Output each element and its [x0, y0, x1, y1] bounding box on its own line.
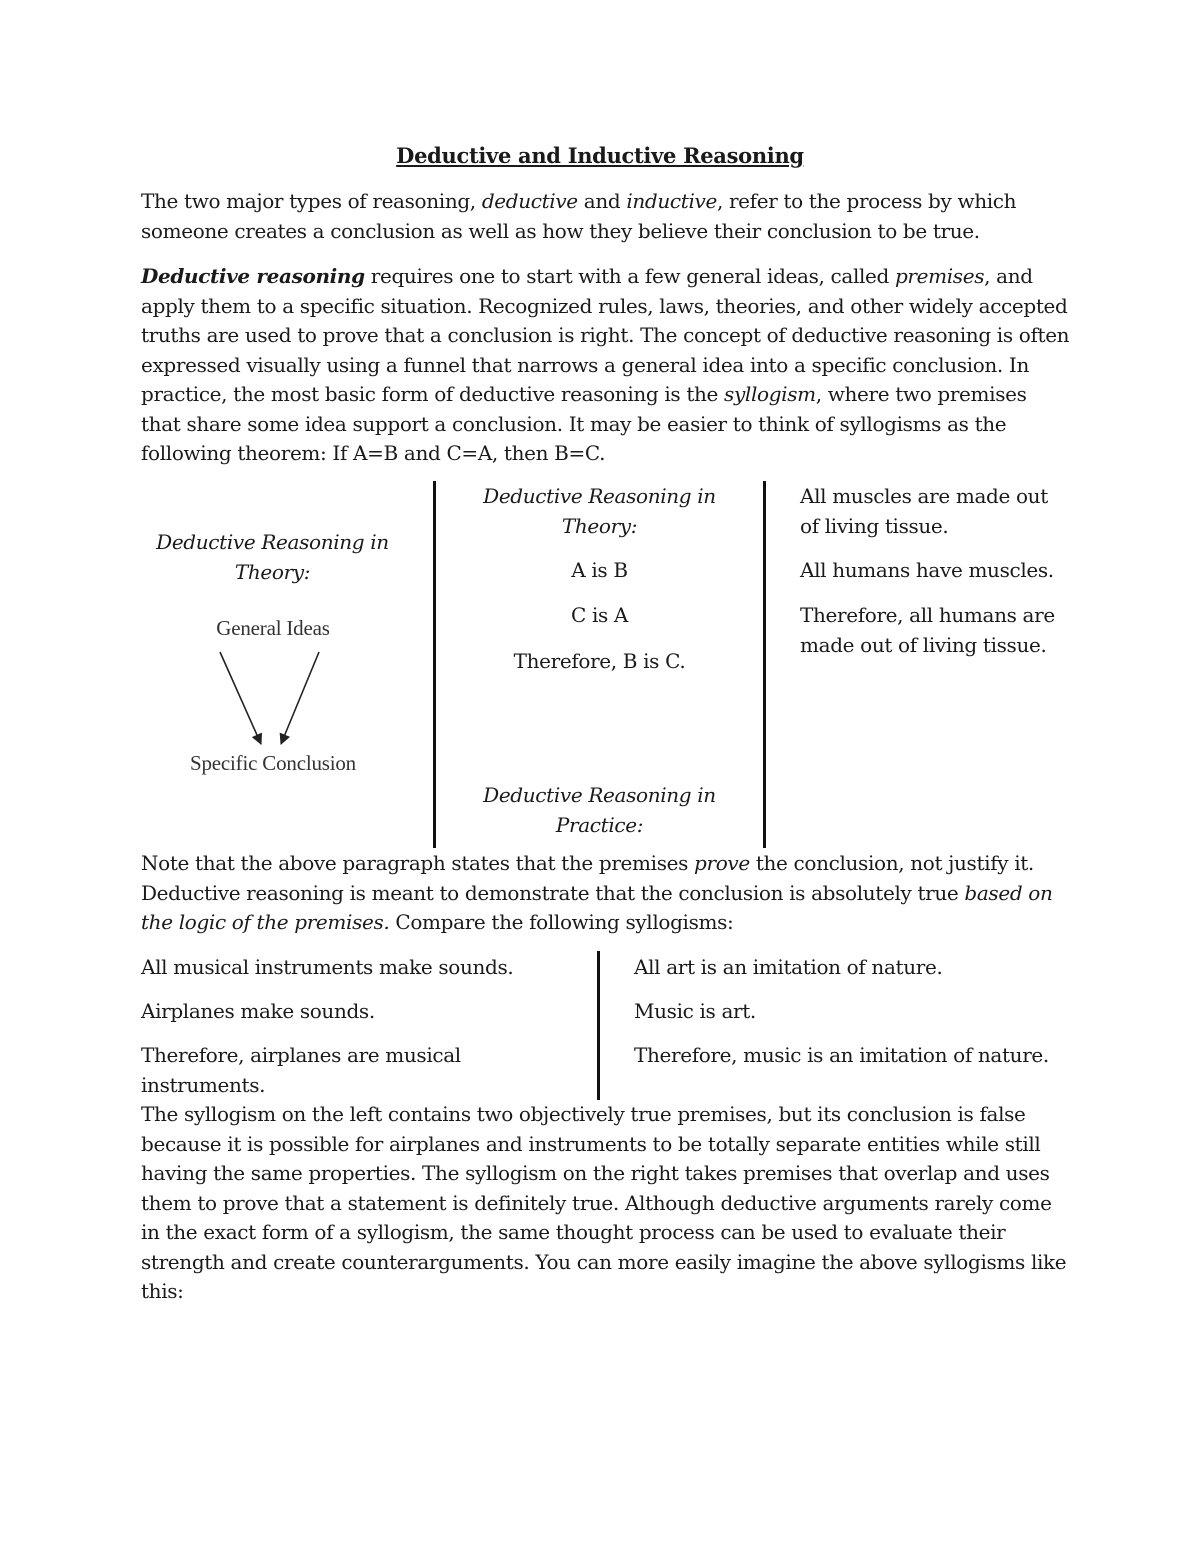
funnel-diagram [165, 610, 395, 780]
note-text-1: Note that the above paragraph states that the premises [141, 851, 695, 875]
intro-text-3: , refer to the process by which someone creates a conclusion as well as how they believe their conclusion to be true. [141, 189, 1017, 243]
right-line-1: All muscles are made out of living tissue. [800, 484, 1048, 538]
middle-caption-bottom-text: Deductive Reasoning in Practice: [483, 783, 716, 837]
intro-text-1: The two major types of reasoning, [141, 189, 482, 213]
middle-caption-top-text: Deductive Reasoning in Theory: [483, 484, 716, 538]
syllogism-left-1: All musical instruments make sounds. [141, 955, 514, 979]
deductive-italic-premises: premises [894, 264, 985, 288]
middle-line-3: Therefore, B is C. [513, 649, 686, 673]
middle-line-2: C is A [570, 603, 629, 627]
intro-text-2: and [577, 189, 627, 213]
middle-caption-top [472, 482, 727, 541]
deductive-text-1: requires one to start with a few general ideas, called [364, 264, 895, 288]
left-caption [150, 528, 395, 587]
note-text-3: Compare the following syllogisms: [389, 910, 734, 934]
diagram-arrow-right [281, 652, 319, 744]
intro-paragraph [141, 187, 1071, 246]
column-divider-right [763, 481, 766, 848]
syllogism-right-1: All art is an imitation of nature. [634, 955, 943, 979]
note-text-2: the conclusion, not justify it. Deductive reasoning is meant to demonstrate that the conclusion is absolutely true [141, 851, 1034, 905]
deductive-text-2: , and apply them to a specific situation. Recognized rules, laws, theories, and other widely accepted truths are used to prove that a conclusion is right. The concept of deductive reasoning is often expressed visually using a funnel that narrows a general idea into a specific conclusion. In practice, the most basic form of deductive reasoning is the [141, 264, 1070, 406]
syllogism-divider [597, 951, 600, 1100]
syllogism-left-2: Airplanes make sounds. [141, 999, 375, 1023]
right-line-2: All humans have muscles. [800, 558, 1054, 582]
middle-line-1: A is B [571, 558, 628, 582]
syllogism-right-3: Therefore, music is an imitation of nature. [634, 1043, 1049, 1067]
deductive-text-3: , where two premises that share some idea support a conclusion. It may be easier to think of syllogisms as the following theorem: If A=B and C=A, then B=C. [141, 382, 1027, 465]
intro-italic-inductive: inductive [626, 189, 717, 213]
deductive-term: Deductive reasoning [141, 264, 365, 288]
right-line-3: Therefore, all humans are made out of living tissue. [800, 603, 1055, 657]
middle-caption-bottom [472, 781, 727, 840]
column-divider-left [433, 481, 436, 848]
syllogism-right-2: Music is art. [634, 999, 756, 1023]
note-italic-logic: based on the logic of the premises. [141, 880, 1053, 934]
syllogism-left-3: Therefore, airplanes are musical instruments. [141, 1043, 461, 1097]
deductive-italic-syllogism: syllogism [724, 382, 816, 406]
intro-italic-deductive: deductive [481, 189, 578, 213]
closing-paragraph: The syllogism on the left contains two objectively true premises, but its conclusion is false because it is possible for airplanes and instruments to be totally separate entities while still having the same properties. The syllogism on the right takes premises that overlap and uses them to prove that a statement is definitely true. Although deductive arguments rarely come in the exact form of a syllogism, the same thought process can be used to evaluate their strength and create counterarguments. You can more easily imagine the above syllogisms like this: [141, 1102, 1067, 1303]
diagram-specific-conclusion: Specific Conclusion [190, 751, 356, 775]
page-title: Deductive and Inductive Reasoning [396, 143, 804, 168]
left-caption-text: Deductive Reasoning in Theory: [156, 530, 389, 584]
diagram-arrow-left [220, 652, 261, 744]
diagram-general-ideas: General Ideas [216, 616, 330, 640]
note-italic-prove: prove [694, 851, 750, 875]
note-paragraph [141, 849, 1071, 938]
deductive-paragraph [141, 262, 1071, 469]
